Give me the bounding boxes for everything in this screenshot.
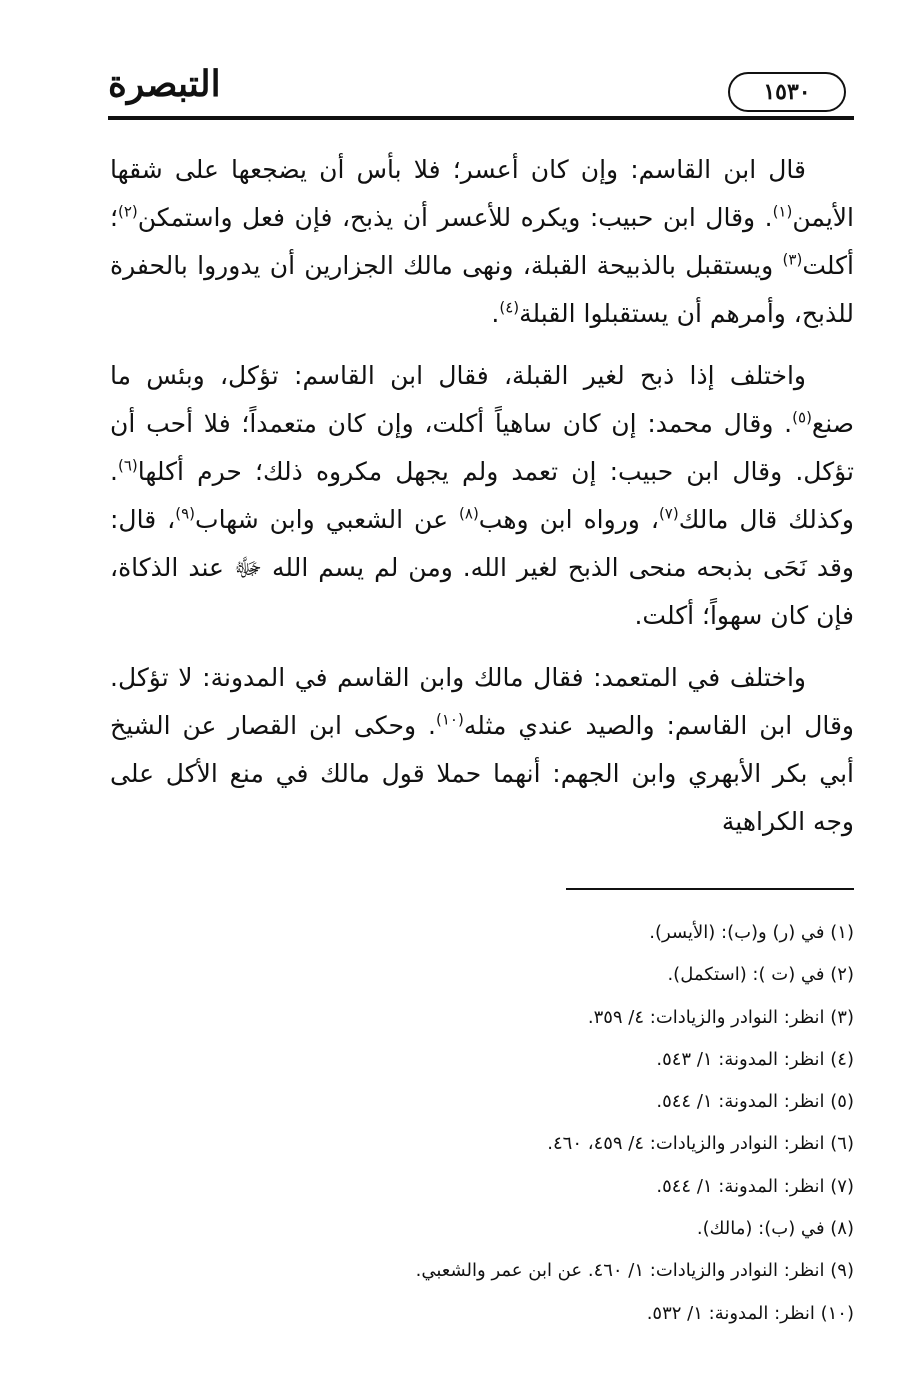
footnote: (٣) انظر: النوادر والزيادات: ٤/ ٣٥٩.	[587, 1006, 854, 1028]
footnote: (١) في (ر) و(ب): (الأيسر).	[649, 922, 854, 943]
footnote-reference: (٥)	[792, 408, 812, 427]
footnote-reference: (٣)	[782, 250, 803, 269]
footnote-reference: (٦)	[117, 456, 138, 475]
footnote: (٩) انظر: النوادر والزيادات: ١/ ٤٦٠. عن ابن عمر والشعبي.	[415, 1260, 854, 1282]
running-title: التبصرة	[108, 63, 221, 105]
footnote-reference: (٧)	[658, 504, 679, 523]
footnote: (٢) في (ت ): (استكمل).	[667, 964, 854, 986]
footnote: (٦) انظر: النوادر والزيادات: ٤/ ٤٥٩، ٤٦٠.	[547, 1133, 854, 1155]
main-text	[110, 146, 854, 860]
footnote: (١٠) انظر: المدونة: ١/ ٥٣٢.	[646, 1302, 854, 1324]
footnote: (٤) انظر: المدونة: ١/ ٥٤٣.	[656, 1048, 854, 1070]
text-run: . وقال ابن حبيب: ويكره للأعسر أن يذبح، فإن فعل واستمكن	[137, 203, 773, 232]
footnote-reference: (٨)	[459, 504, 479, 523]
footnote-reference: (١)	[772, 202, 793, 221]
footnote: (٧) انظر: المدونة: ١/ ٥٤٤.	[656, 1175, 854, 1197]
paragraph	[110, 146, 854, 338]
text-run: ويستقبل بالذبيحة القبلة، ونهى مالك الجزارين أن يدوروا بالحفرة للذبح، وأمرهم أن يستقبلوا القبلة	[110, 251, 854, 328]
footnote-reference: (٢)	[117, 202, 138, 221]
footnote-reference: (٩)	[175, 504, 196, 523]
page-number-badge: ١٥٣٠	[728, 72, 846, 112]
text-run: واختلف إذا ذبح لغير القبلة، فقال ابن القاسم: تؤكل، وبئس ما صنع	[110, 361, 854, 438]
footnote-separator	[566, 888, 854, 890]
text-run: .	[491, 299, 500, 328]
text-run: . وحكى ابن القصار عن الشيخ أبي بكر الأبهري وابن الجهم: أنهما حملا قول مالك في منع الأكل على وجه الكراهية	[110, 711, 854, 836]
text-run: . وكذلك قال مالك	[110, 457, 854, 534]
header-rule	[108, 116, 854, 120]
footnote: (٥) انظر: المدونة: ١/ ٥٤٤.	[656, 1091, 854, 1113]
footnote-reference: (١٠)	[435, 710, 464, 729]
footnote-reference: (٤)	[499, 298, 520, 317]
page-header	[108, 62, 854, 120]
footnote: (٨) في (ب): (مالك).	[696, 1218, 854, 1240]
text-run: ، قال: وقد نَحَى بذبحه منحى الذبح لغير الله. ومن لم يسم الله ﷻ عند الذكاة، فإن كان سهواً؛ أكلت.	[110, 505, 854, 630]
text-run: عن الشعبي وابن شهاب	[195, 505, 460, 534]
footnotes-list	[110, 912, 854, 1335]
text-run: . وقال محمد: إن كان ساهياً أكلت، وإن كان متعمداً؛ فلا أحب أن تؤكل. وقال ابن حبيب: إن تعمد ولم يجهل مكروه ذلك؛ حرم أكلها	[110, 409, 854, 486]
paragraph	[110, 654, 854, 846]
paragraph	[110, 352, 854, 640]
text-run: واختلف في المتعمد: فقال مالك وابن القاسم في المدونة: لا تؤكل. وقال ابن القاسم: والصيد عندي مثله	[110, 663, 855, 740]
text-run: قال ابن القاسم: وإن كان أعسر؛ فلا بأس أن يضجعها على شقها الأيمن	[110, 155, 854, 232]
text-run: ؛ أكلت	[110, 203, 854, 280]
text-run: ، ورواه ابن وهب	[478, 505, 659, 534]
